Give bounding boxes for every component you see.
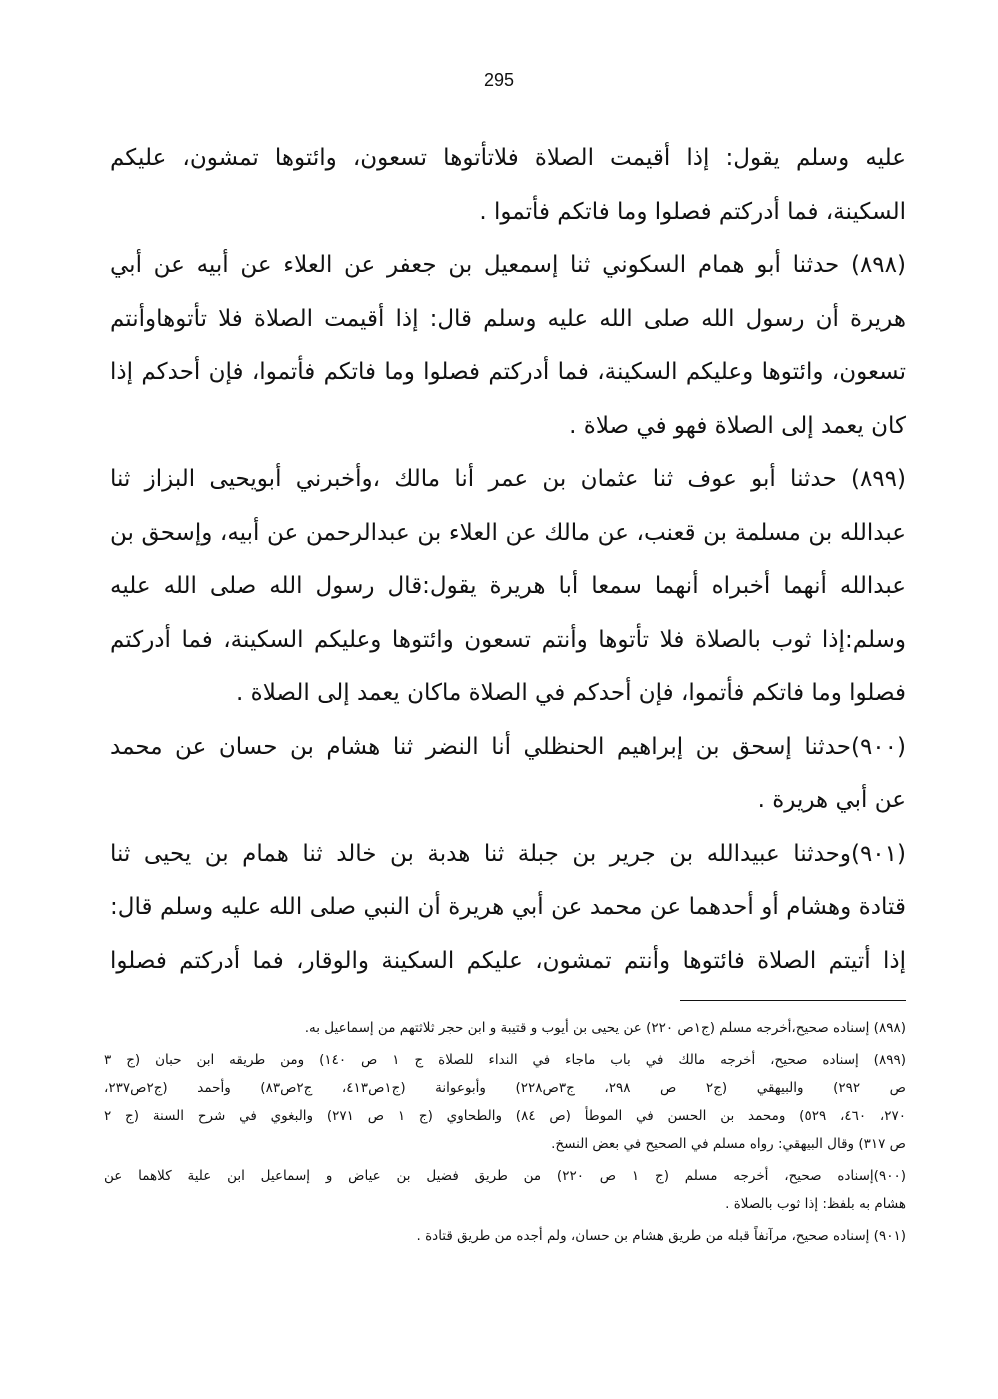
footnote-line: هشام به بلفظ: إذا ثوب بالصلاة .	[725, 1196, 906, 1212]
hadith-901-line: (٩٠١)وحدثنا عبيدالله بن جرير بن جبلة ثنا هدبة بن خالد ثنا همام بن يحيى ثنا	[110, 840, 906, 867]
text-line: السكينة، فما أدركتم فصلوا وما فاتكم فأتموا .	[479, 198, 906, 225]
text-line: عليه وسلم يقول: إذا أقيمت الصلاة فلاتأتوها تسعون، وائتوها تمشون، عليكم	[110, 145, 906, 171]
footnote-900: (٩٠٠)إسناده صحيح، أخرجه مسلم (ج ١ ص ٢٢٠) من طريق فضيل بن عياض و إسماعيل ابن علية كلاهما عن	[104, 1168, 906, 1184]
page-number: 295	[483, 70, 515, 90]
text-line: عبدالله أنهما أخبراه أنهما سمعا أبا هريرة يقول:قال رسول الله صلى الله عليه	[110, 573, 906, 599]
text-line: كان يعمد إلى الصلاة فهو في صلاة .	[569, 412, 906, 439]
text-line: هريرة أن رسول الله صلى الله عليه وسلم قال: إذا أقيمت الصلاة فلا تأتوهاوأنتم	[110, 305, 906, 332]
footnote-898: (٨٩٨) إسناده صحيح،أخرجه مسلم (ج١ص ٢٢٠) عن يحيى بن أيوب و قتيبة و ابن حجر ثلاثتهم من إسماعيل به.	[304, 1020, 906, 1036]
hadith-898-line: (٨٩٨) حدثنا أبو همام السكوني ثنا إسمعيل بن جعفر عن العلاء عن أبيه عن أبي	[110, 252, 906, 278]
footnote-line: ٢٧٠، ٤٦٠، ٥٢٩) ومحمد بن الحسن في الموطأ (ص ٨٤) والطحاوي (ج ١ ص ٢٧١) والبغوي في شرح السنة (ج ٢	[104, 1108, 906, 1124]
text-line: عبدالله بن مسلمة بن قعنب، عن مالك عن العلاء بن عبدالرحمن عن أبيه، وإسحق بن	[110, 519, 906, 546]
text-line: قتادة وهشام أو أحدهما عن محمد عن أبي هريرة أن النبي صلى الله عليه وسلم قال:	[110, 894, 906, 920]
footnotes	[104, 1014, 906, 1250]
footnote-line: ص ٣١٧) وقال البيهقي: رواه مسلم في الصحيح في بعض النسخ.	[551, 1136, 906, 1152]
hadith-900-line: (٩٠٠)حدثنا إسحق بن إبراهيم الحنظلي أنا النضر ثنا هشام بن حسان عن محمد	[110, 733, 906, 760]
footnote-899: (٨٩٩) إسناده صحيح، أخرجه مالك في باب ماجاء في النداء للصلاة ج ١ ص ١٤٠) ومن طريقه ابن حبان (ج ٣	[104, 1052, 906, 1068]
footnote-901: (٩٠١) إسناده صحيح، مرآنفاً قبله من طريق هشام بن حسان، ولم أجده من طريق قتادة .	[416, 1228, 906, 1244]
text-line: إذا أتيتم الصلاة فائتوها وأنتم تمشون، عليكم السكينة والوقار، فما أدركتم فصلوا	[110, 947, 906, 974]
hadith-899-line: (٨٩٩) حدثنا أبو عوف ثنا عثمان بن عمر أنا مالك ،وأخبرني أبويحيى البزاز ثنا	[110, 466, 906, 492]
footnote-divider	[680, 1000, 906, 1001]
text-line: تسعون، وائتوها وعليكم السكينة، فما أدركتم فصلوا وما فاتكم فأتموا، فإن أحدكم إذا	[110, 359, 906, 385]
main-text	[110, 132, 906, 988]
footnote-line: ص ٢٩٢) والبيهقي (ج٢ ص ٢٩٨، ج٣ص٢٢٨) وأبوعوانة (ج١ص٤١٣، ج٢ص٨٣) وأحمد (ج٢ص٢٣٧،	[104, 1080, 906, 1096]
text-line: وسلم:إذا ثوب بالصلاة فلا تأتوها وأنتم تسعون وائتوها وعليكم السكينة، فما أدركتم	[110, 626, 906, 653]
text-line: عن أبي هريرة .	[757, 787, 906, 813]
text-line: فصلوا وما فاتكم فأتموا، فإن أحدكم في الصلاة ماكان يعمد إلى الصلاة .	[236, 680, 906, 706]
